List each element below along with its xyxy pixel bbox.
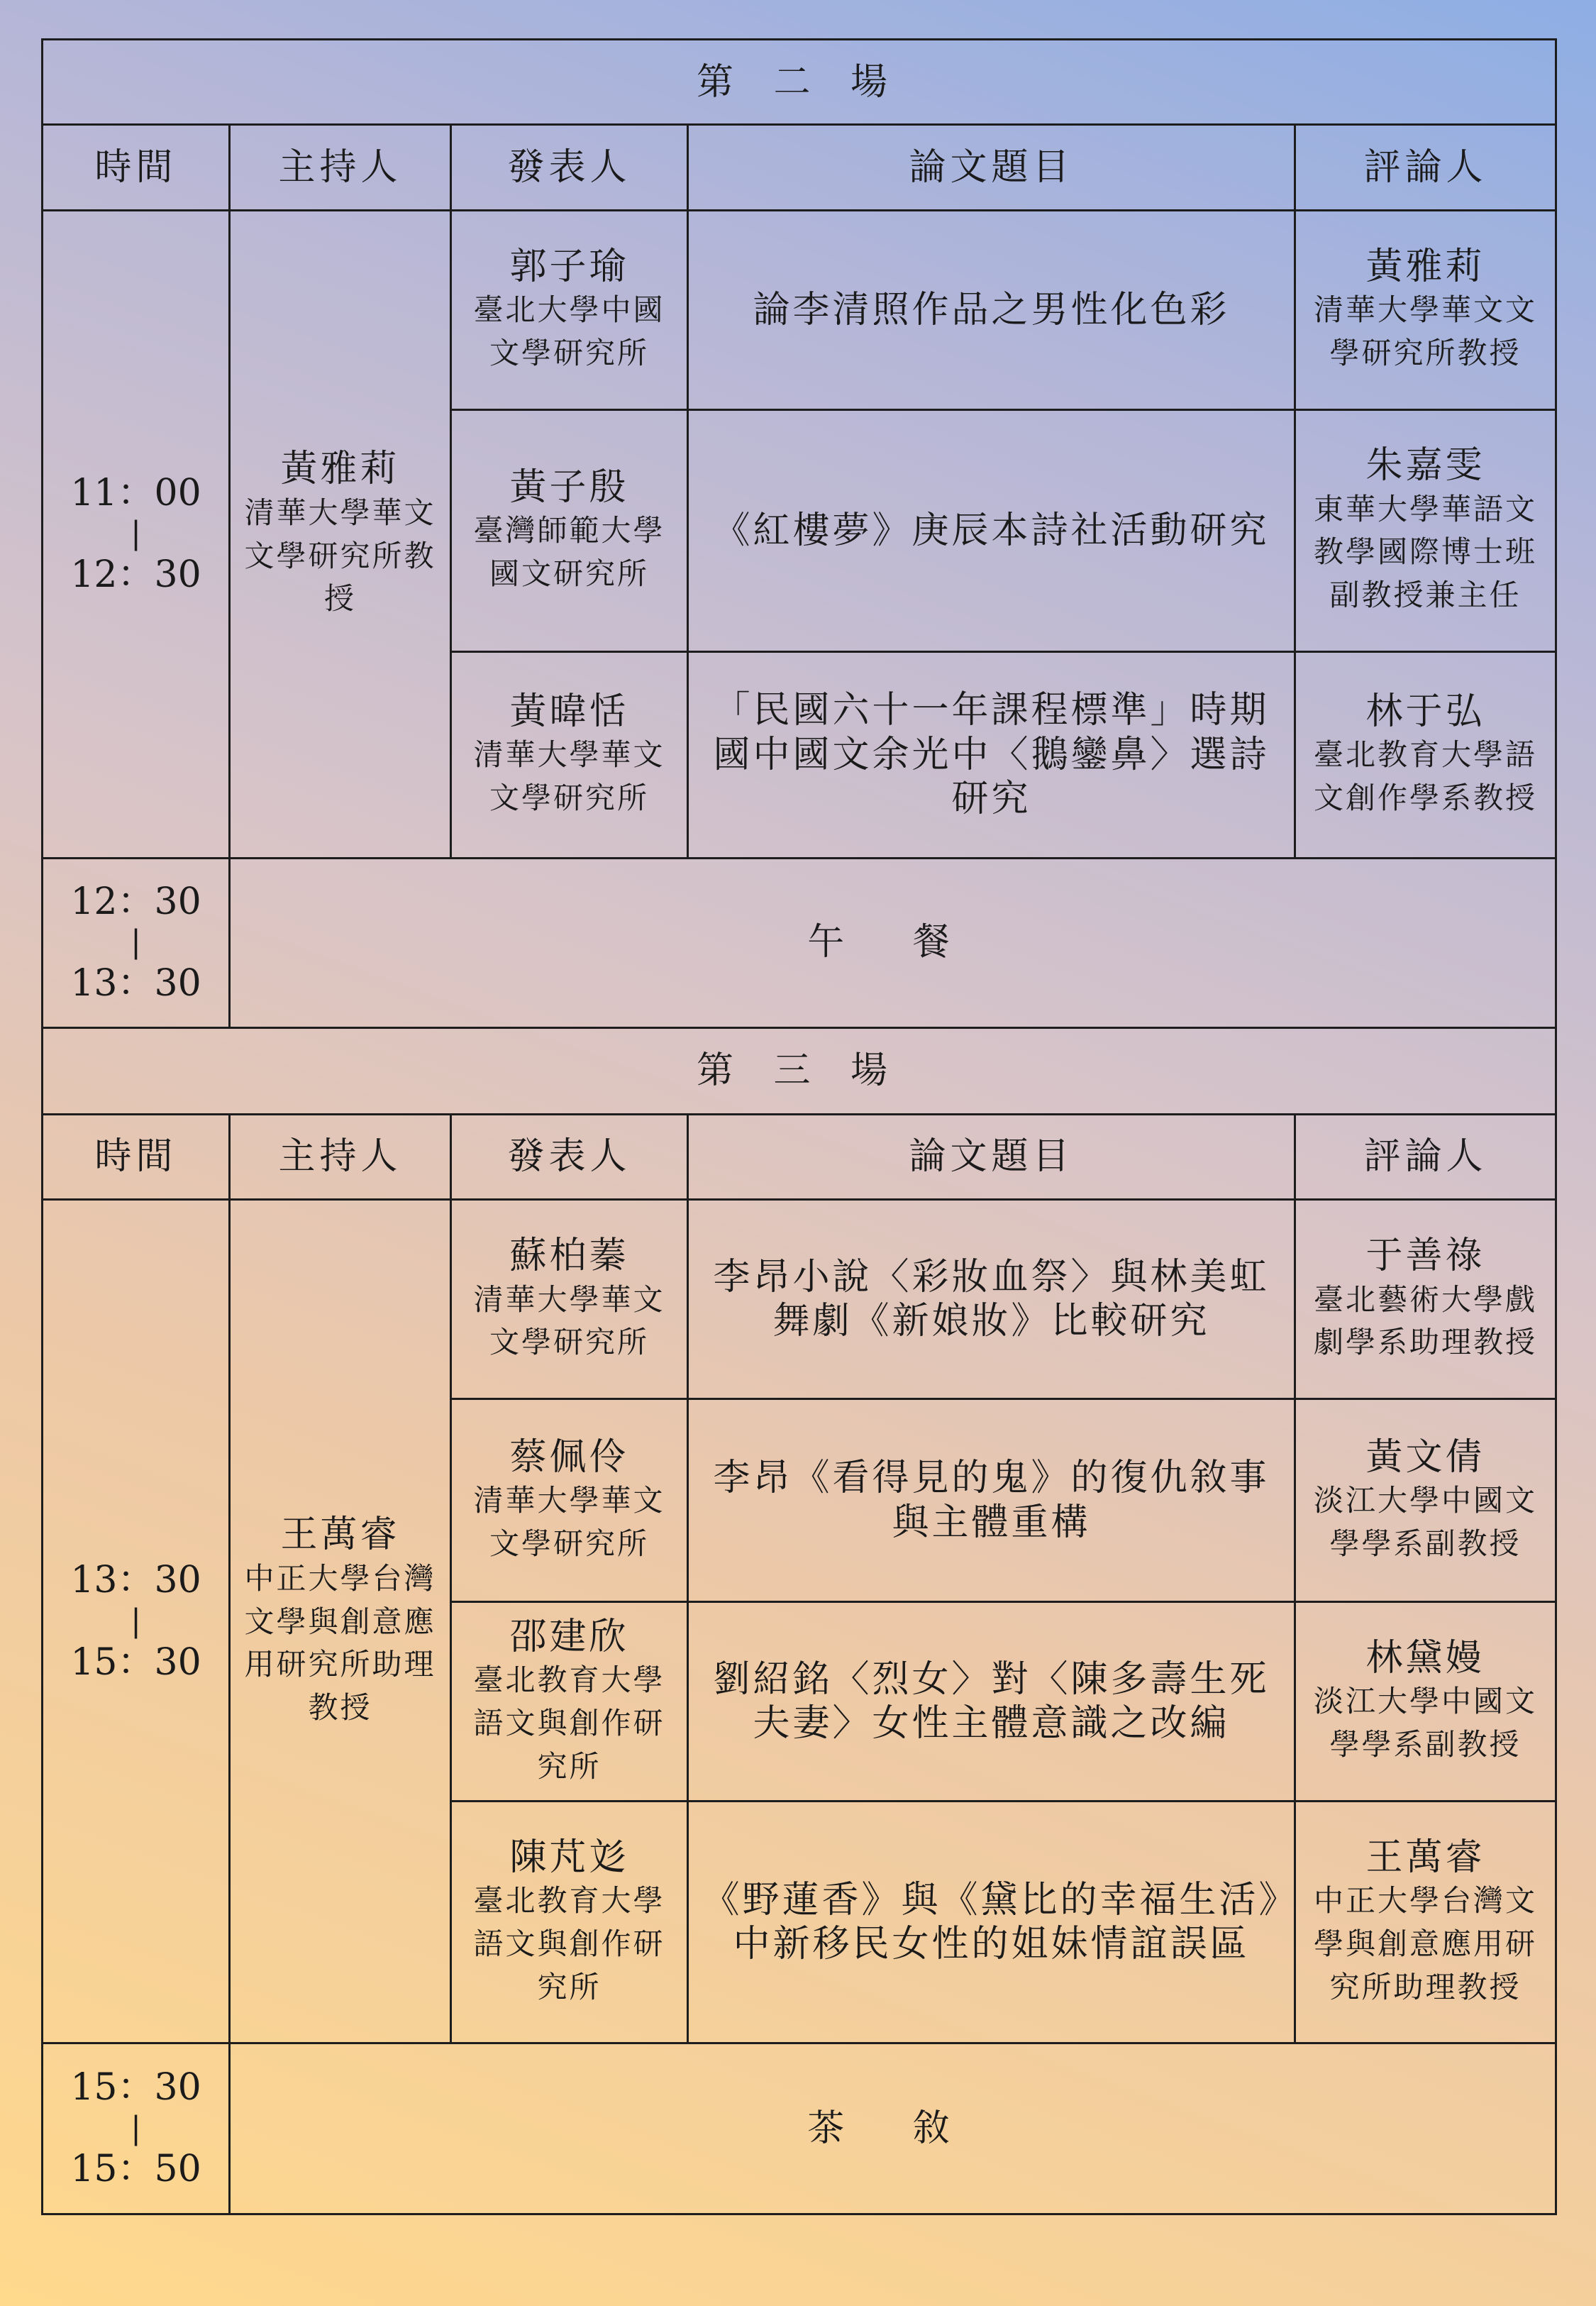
break-row xyxy=(43,858,1556,1027)
break-label: 茶 敘 xyxy=(230,2043,1556,2214)
header-discussant: 評論人 xyxy=(1295,1114,1556,1199)
discussant-cell xyxy=(1295,1802,1556,2043)
paper-title: 《紅樓夢》庚辰本詩社活動研究 xyxy=(688,409,1295,651)
header-title: 論文題目 xyxy=(688,1114,1295,1199)
break-label: 午 餐 xyxy=(230,858,1556,1027)
header-time: 時間 xyxy=(43,125,230,210)
session-title: 第 三 場 xyxy=(43,1027,1556,1114)
discussant-cell xyxy=(1295,651,1556,858)
presenter-cell xyxy=(451,409,688,651)
header-host: 主持人 xyxy=(230,1114,451,1199)
discussant-affiliation: 東華大學華語文教學國際博士班副教授兼主任 xyxy=(1314,491,1538,613)
header-row xyxy=(43,1114,1556,1199)
time-start: 13：30 xyxy=(70,1559,201,1602)
session-time xyxy=(43,210,230,858)
presenter-cell xyxy=(451,651,688,858)
session-host xyxy=(230,210,451,858)
header-host: 主持人 xyxy=(230,125,451,210)
header-discussant: 評論人 xyxy=(1295,125,1556,210)
presenter-cell xyxy=(451,1602,688,1802)
host-name: 黃雅莉 xyxy=(280,448,400,491)
presenter-affiliation: 清華大學華文文學研究所 xyxy=(473,1482,665,1561)
discussant-affiliation: 臺北教育大學語文創作學系教授 xyxy=(1314,737,1538,815)
presenter-name: 邵建欣 xyxy=(509,1615,629,1658)
discussant-affiliation: 淡江大學中國文學學系副教授 xyxy=(1314,1482,1538,1561)
discussant-affiliation: 淡江大學中國文學學系副教授 xyxy=(1314,1684,1538,1762)
discussant-affiliation: 臺北藝術大學戲劇學系助理教授 xyxy=(1314,1281,1538,1360)
time-end: 13：30 xyxy=(70,962,201,1005)
session-host xyxy=(230,1200,451,2043)
paper-title: 李昂《看得見的鬼》的復仇敘事與主體重構 xyxy=(688,1399,1295,1602)
discussant-name: 于善祿 xyxy=(1365,1235,1485,1278)
time-end: 15：50 xyxy=(70,2148,201,2191)
paper-row xyxy=(43,1200,1556,1399)
discussant-name: 朱嘉雯 xyxy=(1365,444,1485,487)
header-row xyxy=(43,125,1556,210)
break-time xyxy=(43,2043,230,2214)
time-start: 15：30 xyxy=(70,2066,201,2109)
paper-title: 李昂小說〈彩妝血祭〉與林美虹舞劇《新娘妝》比較研究 xyxy=(688,1200,1295,1399)
presenter-affiliation: 臺灣師範大學國文研究所 xyxy=(473,513,665,591)
header-time: 時間 xyxy=(43,1114,230,1199)
discussant-name: 黃文倩 xyxy=(1365,1435,1485,1479)
session-title: 第 二 場 xyxy=(43,40,1556,125)
session-title-row xyxy=(43,40,1556,125)
presenter-name: 陳芃彣 xyxy=(509,1836,629,1879)
time-separator: | xyxy=(131,1602,141,1639)
discussant-name: 林黛嫚 xyxy=(1365,1636,1485,1679)
host-affiliation: 清華大學華文文學研究所教授 xyxy=(244,495,436,617)
discussant-affiliation: 清華大學華文文學研究所教授 xyxy=(1314,292,1538,370)
presenter-cell xyxy=(451,1399,688,1602)
paper-row xyxy=(43,210,1556,409)
time-start: 11：00 xyxy=(70,471,201,514)
presenter-affiliation: 清華大學華文文學研究所 xyxy=(473,1281,665,1360)
presenter-cell xyxy=(451,1802,688,2043)
paper-title: 《野蓮香》與《黛比的幸福生活》中新移民女性的姐妹情誼誤區 xyxy=(688,1802,1295,2043)
paper-title: 論李清照作品之男性化色彩 xyxy=(688,210,1295,409)
presenter-name: 蘇柏蓁 xyxy=(509,1235,629,1278)
time-separator: | xyxy=(131,2109,141,2146)
presenter-affiliation: 清華大學華文文學研究所 xyxy=(473,737,665,815)
presenter-name: 黃暐恬 xyxy=(509,690,629,733)
paper-title: 劉紹銘〈烈女〉對〈陳多壽生死夫妻〉女性主體意識之改編 xyxy=(688,1602,1295,1802)
host-name: 王萬睿 xyxy=(280,1513,400,1557)
presenter-name: 黃子殷 xyxy=(509,465,629,509)
schedule-table xyxy=(41,38,1557,2215)
header-presenter: 發表人 xyxy=(451,1114,688,1199)
presenter-affiliation: 臺北大學中國文學研究所 xyxy=(473,292,665,370)
time-separator: | xyxy=(131,515,141,552)
time-separator: | xyxy=(131,924,141,961)
break-time xyxy=(43,858,230,1027)
discussant-cell xyxy=(1295,409,1556,651)
discussant-cell xyxy=(1295,1602,1556,1802)
header-title: 論文題目 xyxy=(688,125,1295,210)
discussant-name: 王萬睿 xyxy=(1365,1836,1485,1879)
discussant-name: 林于弘 xyxy=(1365,690,1485,733)
break-row xyxy=(43,2043,1556,2214)
session-time xyxy=(43,1200,230,2043)
session-title-row xyxy=(43,1027,1556,1114)
discussant-name: 黃雅莉 xyxy=(1365,245,1485,288)
discussant-cell xyxy=(1295,1200,1556,1399)
presenter-name: 郭子瑜 xyxy=(509,245,629,288)
discussant-cell xyxy=(1295,1399,1556,1602)
header-presenter: 發表人 xyxy=(451,125,688,210)
presenter-cell xyxy=(451,210,688,409)
presenter-name: 蔡佩伶 xyxy=(509,1435,629,1479)
time-end: 12：30 xyxy=(70,553,201,597)
time-start: 12：30 xyxy=(70,880,201,923)
presenter-affiliation: 臺北教育大學語文與創作研究所 xyxy=(473,1662,665,1784)
time-end: 15：30 xyxy=(70,1640,201,1684)
presenter-cell xyxy=(451,1200,688,1399)
discussant-cell xyxy=(1295,210,1556,409)
paper-title: 「民國六十一年課程標準」時期國中國文余光中〈鵝鑾鼻〉選詩研究 xyxy=(688,651,1295,858)
discussant-affiliation: 中正大學台灣文學與創意應用研究所助理教授 xyxy=(1314,1882,1538,2004)
host-affiliation: 中正大學台灣文學與創意應用研究所助理教授 xyxy=(244,1560,436,1726)
presenter-affiliation: 臺北教育大學語文與創作研究所 xyxy=(473,1882,665,2004)
